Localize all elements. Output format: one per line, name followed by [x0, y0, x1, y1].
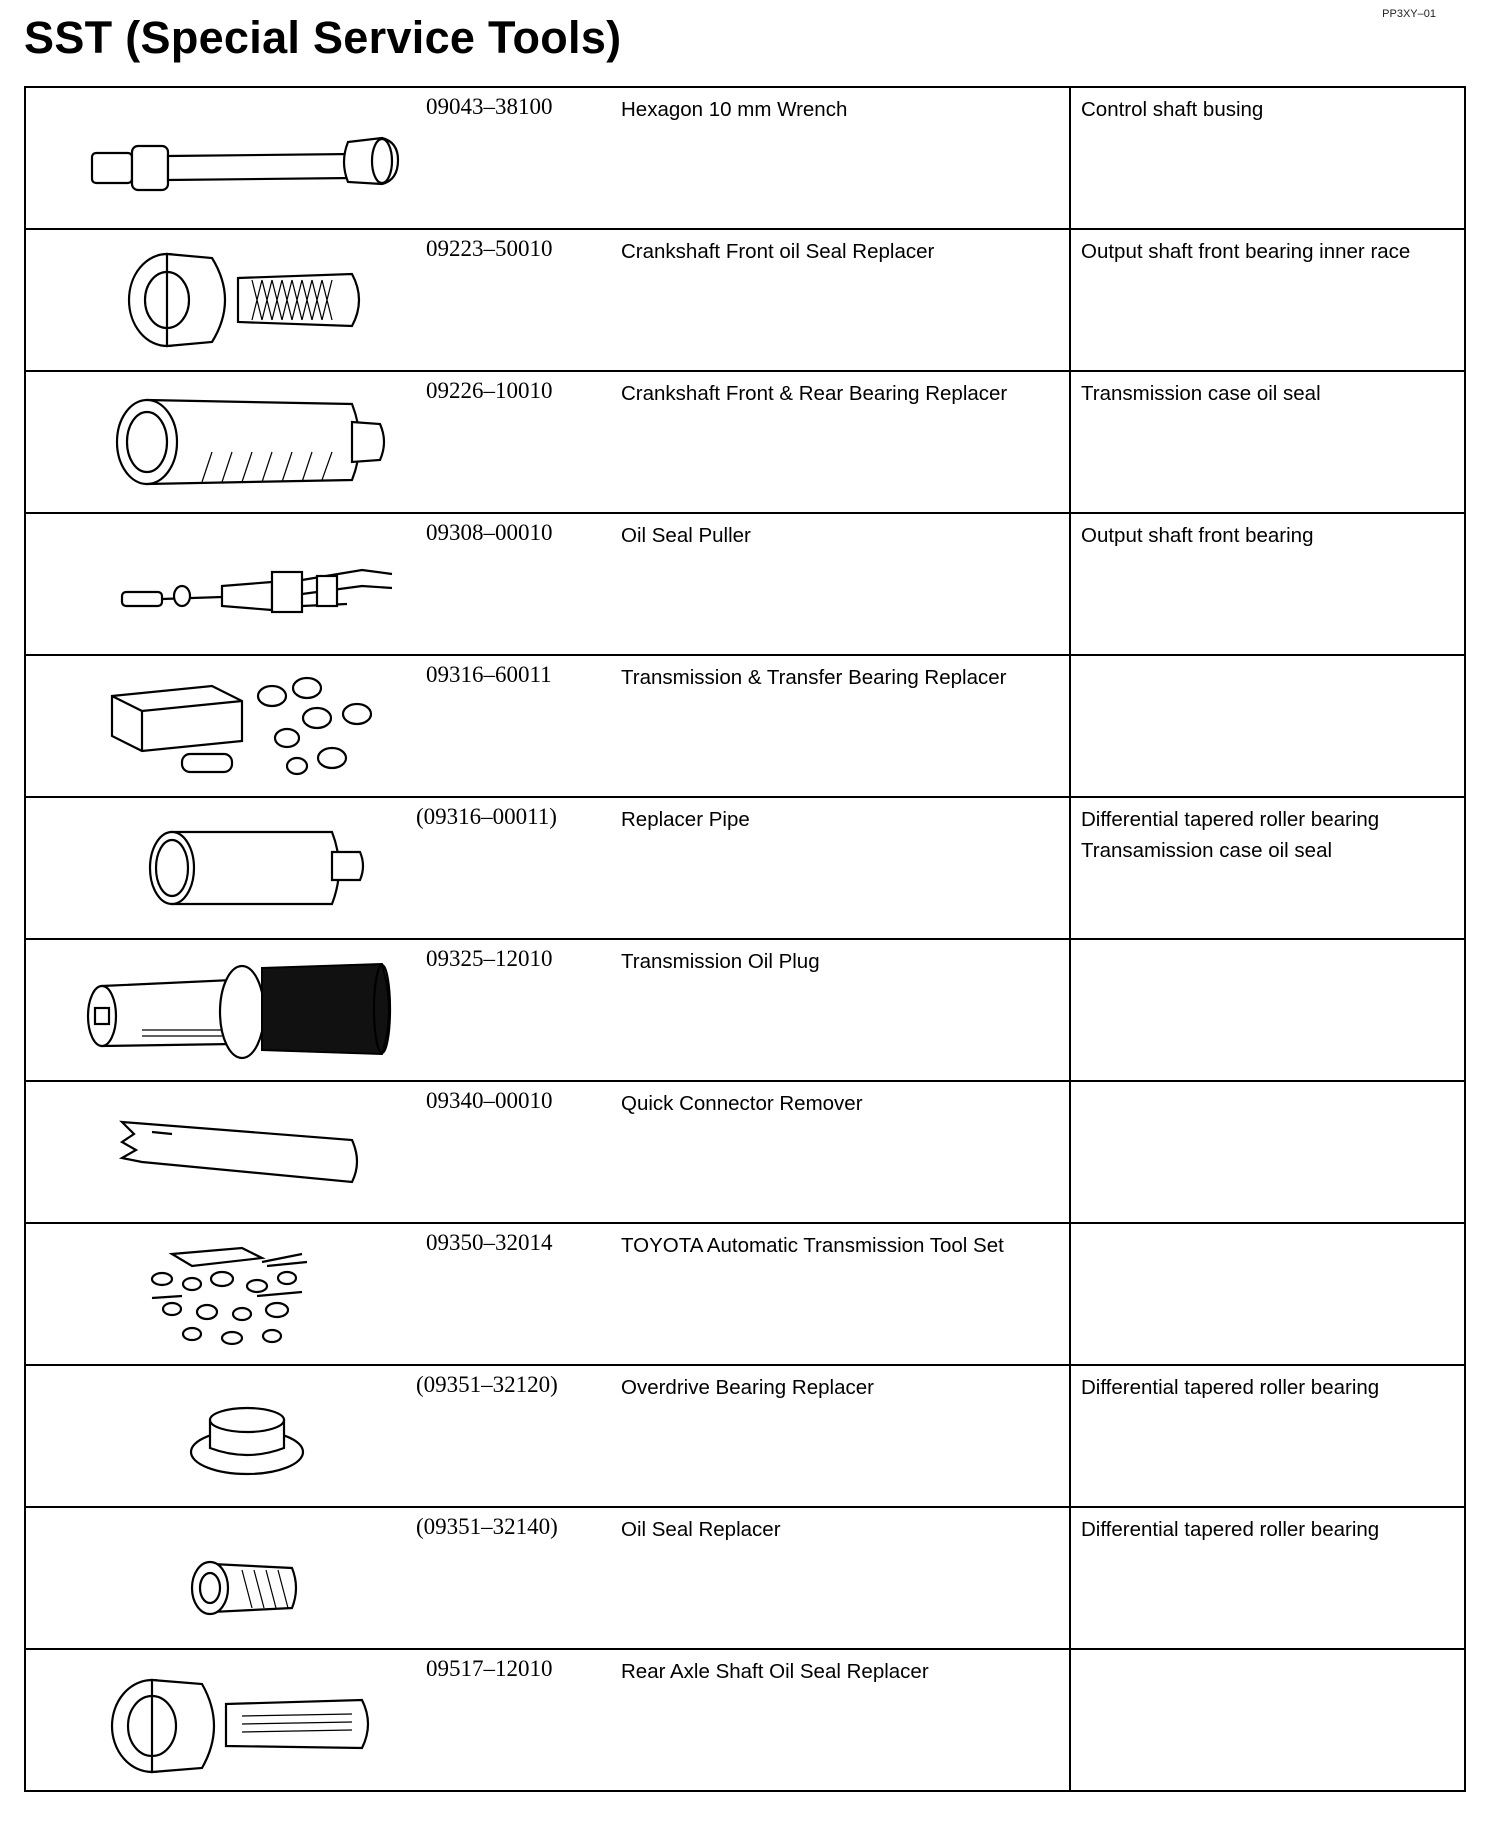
- tool-cell: [25, 1081, 1070, 1223]
- usage-note: Differential tapered roller bearing: [1081, 1518, 1380, 1541]
- tool-name: Overdrive Bearing Replacer: [621, 1376, 874, 1399]
- usage-cell: [1070, 655, 1465, 797]
- tool-name: Rear Axle Shaft Oil Seal Replacer: [621, 1660, 929, 1683]
- tool-cell: [25, 1223, 1070, 1365]
- usage-note: Control shaft busing: [1081, 98, 1264, 121]
- tool-name: Replacer Pipe: [621, 808, 750, 831]
- usage-note: [1071, 1082, 1464, 1088]
- table-row: [25, 513, 1465, 655]
- tool-name: Crankshaft Front & Rear Bearing Replacer: [621, 382, 1008, 405]
- usage-note: Output shaft front bearing: [1081, 524, 1314, 547]
- usage-cell: [1070, 797, 1465, 939]
- table-row: [25, 1081, 1465, 1223]
- part-number: 09316–60011: [426, 662, 552, 687]
- tool-cell: [25, 513, 1070, 655]
- usage-cell: [1070, 1649, 1465, 1791]
- table-row: [25, 1223, 1465, 1365]
- seal-replacer-icon: [62, 240, 442, 360]
- tool-cell: [25, 1365, 1070, 1507]
- usage-note: [1071, 1650, 1464, 1656]
- table-row: [25, 655, 1465, 797]
- tool-cell: [25, 371, 1070, 513]
- table-row: [25, 1365, 1465, 1507]
- tool-name: Oil Seal Puller: [621, 524, 751, 547]
- tool-cell: [25, 1507, 1070, 1649]
- usage-note: Differential tapered roller bearing: [1081, 1376, 1380, 1399]
- part-number: 09226–10010: [426, 378, 553, 403]
- part-number: (09351–32120): [416, 1372, 558, 1397]
- usage-note: Differential tapered roller bearing Transamission case oil seal: [1081, 808, 1380, 862]
- tool-cell: [25, 797, 1070, 939]
- tool-name: Transmission & Transfer Bearing Replacer: [621, 666, 1007, 689]
- tool-cell: [25, 655, 1070, 797]
- part-number: 09340–00010: [426, 1088, 553, 1113]
- table-row: [25, 87, 1465, 229]
- part-number: 09517–12010: [426, 1656, 553, 1681]
- usage-cell: [1070, 1507, 1465, 1649]
- overdrive-replacer-icon: [62, 1376, 442, 1496]
- table-row: [25, 229, 1465, 371]
- usage-note: [1071, 940, 1464, 946]
- tool-set-icon: [62, 1234, 442, 1354]
- usage-note: [1071, 1224, 1464, 1230]
- part-number: 09308–00010: [426, 520, 553, 545]
- axle-seal-replacer-icon: [62, 1660, 442, 1780]
- part-number: (09351–32140): [416, 1514, 558, 1539]
- usage-cell: [1070, 1365, 1465, 1507]
- usage-cell: [1070, 1223, 1465, 1365]
- usage-cell: [1070, 1081, 1465, 1223]
- oil-seal-puller-icon: [62, 524, 442, 644]
- table-row: [25, 1649, 1465, 1791]
- usage-cell: [1070, 229, 1465, 371]
- bearing-replacer-set-icon: [62, 666, 442, 786]
- tool-cell: [25, 87, 1070, 229]
- tool-cell: [25, 1649, 1070, 1791]
- table-row: [25, 939, 1465, 1081]
- part-number: 09043–38100: [426, 94, 553, 119]
- usage-note: [1071, 656, 1464, 662]
- usage-cell: [1070, 371, 1465, 513]
- usage-cell: [1070, 939, 1465, 1081]
- hexagon-wrench-icon: [62, 98, 442, 218]
- connector-remover-icon: [62, 1092, 442, 1212]
- usage-cell: [1070, 87, 1465, 229]
- tool-cell: [25, 229, 1070, 371]
- replacer-pipe-icon: [62, 808, 442, 928]
- part-number: (09316–00011): [416, 804, 557, 829]
- tool-name: Oil Seal Replacer: [621, 1518, 781, 1541]
- sst-table: [24, 86, 1466, 1792]
- usage-note: Output shaft front bearing inner race: [1081, 240, 1411, 263]
- tool-name: Hexagon 10 mm Wrench: [621, 98, 848, 121]
- part-number: 09223–50010: [426, 236, 553, 261]
- table-row: [25, 797, 1465, 939]
- tool-name: Crankshaft Front oil Seal Replacer: [621, 240, 935, 263]
- part-number: 09350–32014: [426, 1230, 553, 1255]
- page-title: SST (Special Service Tools): [24, 12, 622, 63]
- document-code: PP3XY–01: [1382, 8, 1436, 20]
- tool-name: TOYOTA Automatic Transmission Tool Set: [621, 1234, 1004, 1257]
- tool-name: Quick Connector Remover: [621, 1092, 863, 1115]
- small-seal-replacer-icon: [62, 1518, 442, 1638]
- usage-note: Transmission case oil seal: [1081, 382, 1321, 405]
- tool-name: Transmission Oil Plug: [621, 950, 820, 973]
- tool-cell: [25, 939, 1070, 1081]
- table-row: [25, 1507, 1465, 1649]
- part-number: 09325–12010: [426, 946, 553, 971]
- bearing-replacer-icon: [62, 382, 442, 502]
- usage-cell: [1070, 513, 1465, 655]
- oil-plug-icon: [62, 950, 442, 1070]
- table-row: [25, 371, 1465, 513]
